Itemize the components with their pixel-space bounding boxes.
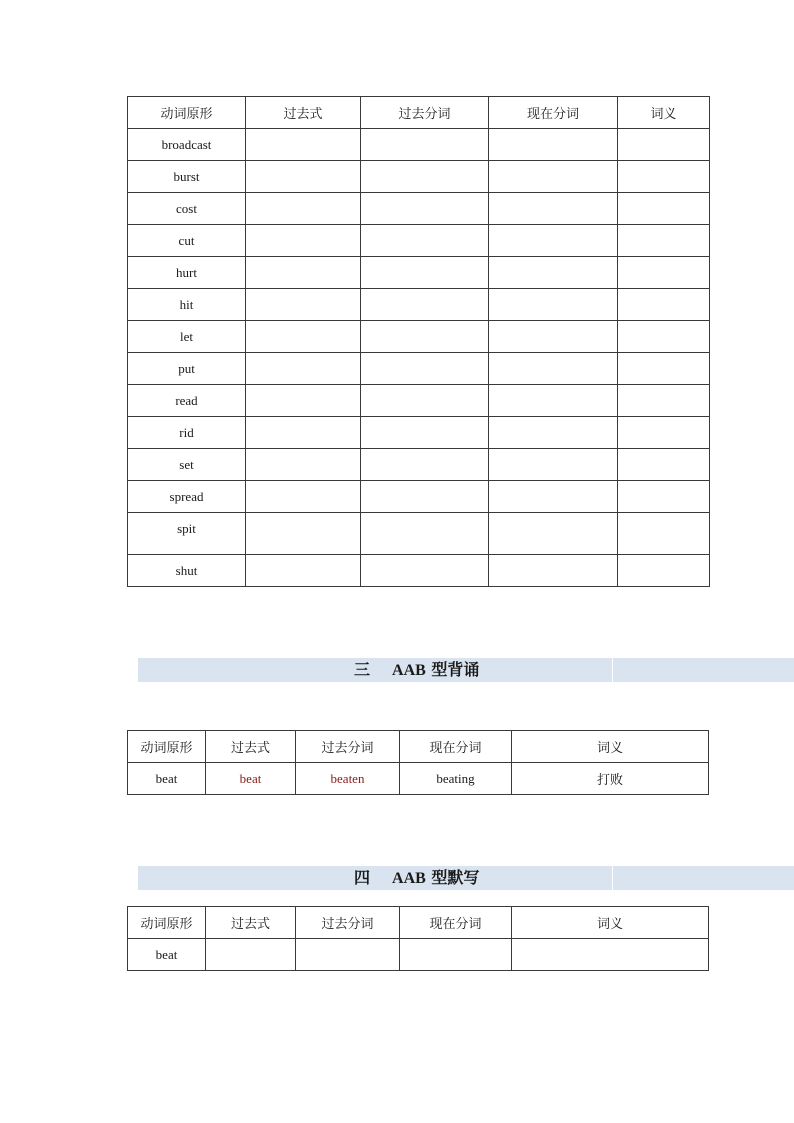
cell-present-participle-blank[interactable]	[489, 385, 618, 417]
cell-past-tense-blank[interactable]	[246, 513, 361, 555]
cell-meaning-blank[interactable]	[618, 513, 710, 555]
cell-past-participle-blank[interactable]	[361, 555, 489, 587]
cell-past-tense-blank[interactable]	[246, 289, 361, 321]
cell-past-tense-blank[interactable]	[246, 417, 361, 449]
cell-present-participle-blank[interactable]	[489, 257, 618, 289]
cell-meaning: 打败	[512, 763, 709, 795]
table-header-row	[128, 731, 709, 763]
section-3-latin: AAB	[392, 662, 426, 679]
header-meaning: 词义	[618, 97, 710, 129]
cell-meaning-blank[interactable]	[618, 417, 710, 449]
header-past-tense: 过去式	[206, 907, 296, 939]
cell-present-participle-blank[interactable]	[489, 449, 618, 481]
table-row	[128, 257, 710, 289]
cell-past-participle-blank[interactable]	[361, 321, 489, 353]
cell-present-participle-blank[interactable]	[400, 939, 512, 971]
header-past-participle: 过去分词	[296, 907, 400, 939]
cell-past-tense-blank[interactable]	[246, 449, 361, 481]
cell-base-form: spread	[128, 481, 246, 513]
cell-past-tense-blank[interactable]	[246, 555, 361, 587]
cell-past-tense-blank[interactable]	[246, 225, 361, 257]
cell-past-participle: beaten	[296, 763, 400, 795]
cell-meaning-blank[interactable]	[618, 353, 710, 385]
cell-past-participle-blank[interactable]	[361, 225, 489, 257]
cell-base-form: beat	[128, 763, 206, 795]
table-row	[128, 555, 710, 587]
cell-base-form: rid	[128, 417, 246, 449]
cell-meaning-blank[interactable]	[618, 161, 710, 193]
cell-base-form: beat	[128, 939, 206, 971]
cell-past-participle-blank[interactable]	[361, 353, 489, 385]
cell-meaning-blank[interactable]	[618, 321, 710, 353]
cell-past-participle-blank[interactable]	[361, 513, 489, 555]
table-row	[128, 481, 710, 513]
section-4-title: 型默写	[431, 868, 480, 887]
header-base-form: 动词原形	[128, 731, 206, 763]
cell-past-participle-blank[interactable]	[361, 161, 489, 193]
header-past-participle: 过去分词	[361, 97, 489, 129]
header-base-form: 动词原形	[128, 97, 246, 129]
cell-past-tense: beat	[206, 763, 296, 795]
header-past-participle: 过去分词	[296, 731, 400, 763]
cell-base-form: set	[128, 449, 246, 481]
cell-past-tense-blank[interactable]	[206, 939, 296, 971]
cell-base-form: cost	[128, 193, 246, 225]
cell-meaning-blank[interactable]	[618, 385, 710, 417]
aaa-verb-table	[127, 96, 710, 587]
section-4-number: 四	[354, 868, 371, 887]
cell-meaning-blank[interactable]	[512, 939, 709, 971]
cell-past-tense-blank[interactable]	[246, 129, 361, 161]
header-base-form: 动词原形	[128, 907, 206, 939]
cell-base-form: read	[128, 385, 246, 417]
cell-meaning-blank[interactable]	[618, 193, 710, 225]
cell-past-participle-blank[interactable]	[361, 129, 489, 161]
cell-present-participle-blank[interactable]	[489, 513, 618, 555]
cell-past-tense-blank[interactable]	[246, 353, 361, 385]
cell-base-form: hurt	[128, 257, 246, 289]
section-4-heading	[354, 866, 479, 890]
table-row	[128, 161, 710, 193]
cell-base-form: spit	[128, 513, 246, 555]
section-3-number: 三	[354, 660, 371, 679]
cell-present-participle-blank[interactable]	[489, 289, 618, 321]
cell-meaning-blank[interactable]	[618, 481, 710, 513]
header-past-tense: 过去式	[206, 731, 296, 763]
cell-present-participle-blank[interactable]	[489, 481, 618, 513]
cell-past-tense-blank[interactable]	[246, 257, 361, 289]
cell-meaning-blank[interactable]	[618, 449, 710, 481]
header-meaning: 词义	[512, 731, 709, 763]
cell-past-participle-blank[interactable]	[296, 939, 400, 971]
cell-past-participle-blank[interactable]	[361, 257, 489, 289]
header-present-participle: 现在分词	[400, 907, 512, 939]
cell-meaning-blank[interactable]	[618, 257, 710, 289]
cell-base-form: put	[128, 353, 246, 385]
cell-base-form: shut	[128, 555, 246, 587]
table-row	[128, 939, 709, 971]
table-row	[128, 763, 709, 795]
cell-past-tense-blank[interactable]	[246, 193, 361, 225]
cell-base-form: hit	[128, 289, 246, 321]
cell-base-form: broadcast	[128, 129, 246, 161]
cell-present-participle: beating	[400, 763, 512, 795]
cell-past-tense-blank[interactable]	[246, 161, 361, 193]
section-3-banner	[138, 658, 794, 682]
table-row	[128, 225, 710, 257]
cell-present-participle-blank[interactable]	[489, 417, 618, 449]
table-row	[128, 385, 710, 417]
cell-present-participle-blank[interactable]	[489, 161, 618, 193]
cell-present-participle-blank[interactable]	[489, 321, 618, 353]
cell-meaning-blank[interactable]	[618, 225, 710, 257]
header-present-participle: 现在分词	[400, 731, 512, 763]
table-row	[128, 417, 710, 449]
header-present-participle: 现在分词	[489, 97, 618, 129]
cell-past-tense-blank[interactable]	[246, 385, 361, 417]
cell-base-form: burst	[128, 161, 246, 193]
cell-meaning-blank[interactable]	[618, 555, 710, 587]
cell-meaning-blank[interactable]	[618, 289, 710, 321]
cell-meaning-blank[interactable]	[618, 129, 710, 161]
table-row	[128, 289, 710, 321]
cell-present-participle-blank[interactable]	[489, 555, 618, 587]
aab-dictation-table	[127, 906, 709, 971]
table-row	[128, 193, 710, 225]
cell-past-tense-blank[interactable]	[246, 321, 361, 353]
cell-past-participle-blank[interactable]	[361, 289, 489, 321]
table-row	[128, 513, 710, 555]
table-header-row	[128, 907, 709, 939]
cell-past-participle-blank[interactable]	[361, 417, 489, 449]
header-meaning: 词义	[512, 907, 709, 939]
table-header-row	[128, 97, 710, 129]
cell-past-tense-blank[interactable]	[246, 481, 361, 513]
cell-base-form: let	[128, 321, 246, 353]
table-row	[128, 321, 710, 353]
section-4-latin: AAB	[392, 870, 426, 887]
cell-present-participle-blank[interactable]	[489, 129, 618, 161]
section-3-heading	[354, 658, 479, 682]
header-past-tense: 过去式	[246, 97, 361, 129]
cell-past-participle-blank[interactable]	[361, 193, 489, 225]
cell-past-participle-blank[interactable]	[361, 385, 489, 417]
table-row	[128, 129, 710, 161]
cell-past-participle-blank[interactable]	[361, 481, 489, 513]
aab-recitation-table	[127, 730, 709, 795]
table-row	[128, 353, 710, 385]
table-row	[128, 449, 710, 481]
cell-present-participle-blank[interactable]	[489, 225, 618, 257]
cell-present-participle-blank[interactable]	[489, 353, 618, 385]
cell-past-participle-blank[interactable]	[361, 449, 489, 481]
section-4-banner	[138, 866, 794, 890]
cell-base-form: cut	[128, 225, 246, 257]
section-3-title: 型背诵	[431, 660, 480, 679]
cell-present-participle-blank[interactable]	[489, 193, 618, 225]
